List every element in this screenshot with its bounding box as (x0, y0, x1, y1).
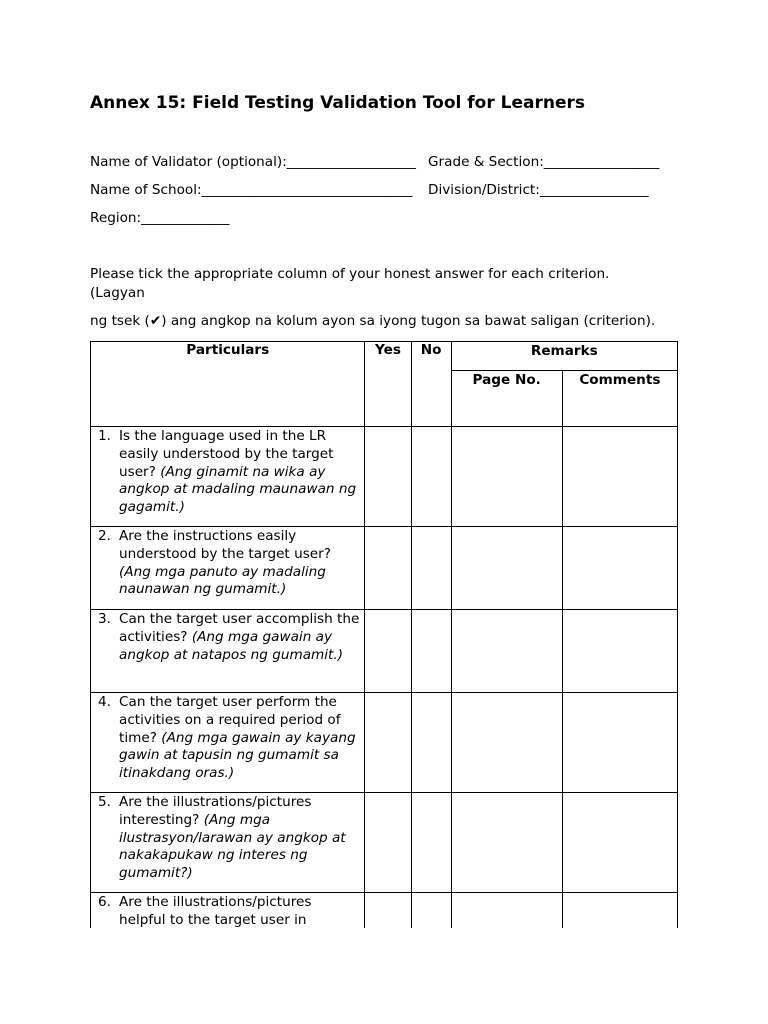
validation-table-wrapper (90, 341, 680, 928)
comments-cell[interactable] (562, 893, 677, 929)
particulars-cell (91, 693, 365, 793)
table-row (91, 610, 678, 693)
no-cell[interactable] (411, 693, 451, 793)
page-no-cell[interactable] (451, 610, 562, 693)
no-cell[interactable] (411, 893, 451, 929)
no-cell[interactable] (411, 427, 451, 527)
criterion-number: 6. (98, 894, 111, 910)
header-comments: Comments (562, 371, 677, 427)
criterion-translation: (Ang mga panuto ay madaling naunawan ng gumamit.) (119, 563, 326, 598)
particulars-cell (91, 893, 365, 929)
table-row (91, 527, 678, 610)
criterion-translation: (Ang mga gawain ay angkop at natapos ng gumamit.) (119, 628, 344, 663)
table-row (91, 427, 678, 527)
header-particulars: Particulars (91, 342, 365, 427)
instructions-line-2: (Lagyan (90, 285, 145, 301)
school-field: Name of School:_______________________________ (90, 182, 413, 198)
criterion-number: 3. (98, 611, 111, 627)
criterion-translation: (Ang mga gawain ay kayang gawin at tapusin ng gumamit sa itinakdang oras.) (119, 729, 356, 782)
table-row (91, 793, 678, 893)
comments-cell[interactable] (562, 610, 677, 693)
particulars-cell (91, 527, 365, 610)
region-field: Region:_____________ (90, 210, 230, 226)
page-no-cell[interactable] (451, 527, 562, 610)
yes-cell[interactable] (365, 693, 411, 793)
instructions-line-1: Please tick the appropriate column of your honest answer for each criterion. (90, 266, 610, 282)
yes-cell[interactable] (365, 793, 411, 893)
criterion-number: 1. (98, 428, 111, 444)
criterion-text: Can the target user accomplish the activities? (119, 611, 360, 645)
no-cell[interactable] (411, 610, 451, 693)
criterion-text: Is the language used in the LR easily understood by the target user? (119, 428, 334, 480)
particulars-cell (91, 793, 365, 893)
no-cell[interactable] (411, 793, 451, 893)
header-page-no: Page No. (451, 371, 562, 427)
grade-section-field: Grade & Section:_________________ (428, 154, 660, 170)
division-field: Division/District:________________ (428, 182, 649, 198)
criterion-number: 2. (98, 528, 111, 544)
validation-table (90, 341, 678, 928)
header-remarks: Remarks (451, 342, 677, 371)
instructions-line-3: ng tsek (✔) ang angkop na kolum ayon sa iyong tugon sa bawat saligan (criterion). (90, 313, 656, 329)
criterion-text: Are the instructions easily understood by the target user? (119, 528, 331, 562)
criterion-number: 4. (98, 694, 111, 710)
yes-cell[interactable] (365, 610, 411, 693)
particulars-cell (91, 427, 365, 527)
criterion-text: Are the illustrations/pictures interesting? (119, 794, 312, 828)
yes-cell[interactable] (365, 893, 411, 929)
validator-line (90, 154, 416, 170)
criterion-number: 5. (98, 794, 111, 810)
page-no-cell[interactable] (451, 793, 562, 893)
page-no-cell[interactable] (451, 893, 562, 929)
comments-cell[interactable] (562, 427, 677, 527)
validator-field: Name of Validator (optional):___________________ (90, 154, 416, 170)
criterion-translation: (Ang ginamit na wika ay angkop at madaling maunawan ng gagamit.) (119, 463, 357, 516)
header-no: No (411, 342, 451, 427)
comments-cell[interactable] (562, 793, 677, 893)
criterion-translation: (Ang mga ilustrasyon/larawan ay angkop at nakakapukaw ng interes ng gumamit?) (119, 811, 346, 882)
comments-cell[interactable] (562, 527, 677, 610)
yes-cell[interactable] (365, 427, 411, 527)
table-body (91, 427, 678, 929)
page-no-cell[interactable] (451, 693, 562, 793)
page-title: Annex 15: Field Testing Validation Tool for Learners (90, 93, 585, 113)
table-row (91, 893, 678, 929)
particulars-cell (91, 610, 365, 693)
criterion-text: Can the target user perform the activities on a required period of time? (119, 694, 341, 746)
criterion-text: Are the illustrations/pictures helpful to the target user in (119, 894, 312, 928)
page-no-cell[interactable] (451, 427, 562, 527)
yes-cell[interactable] (365, 527, 411, 610)
header-yes: Yes (365, 342, 411, 427)
no-cell[interactable] (411, 527, 451, 610)
comments-cell[interactable] (562, 693, 677, 793)
table-row (91, 693, 678, 793)
